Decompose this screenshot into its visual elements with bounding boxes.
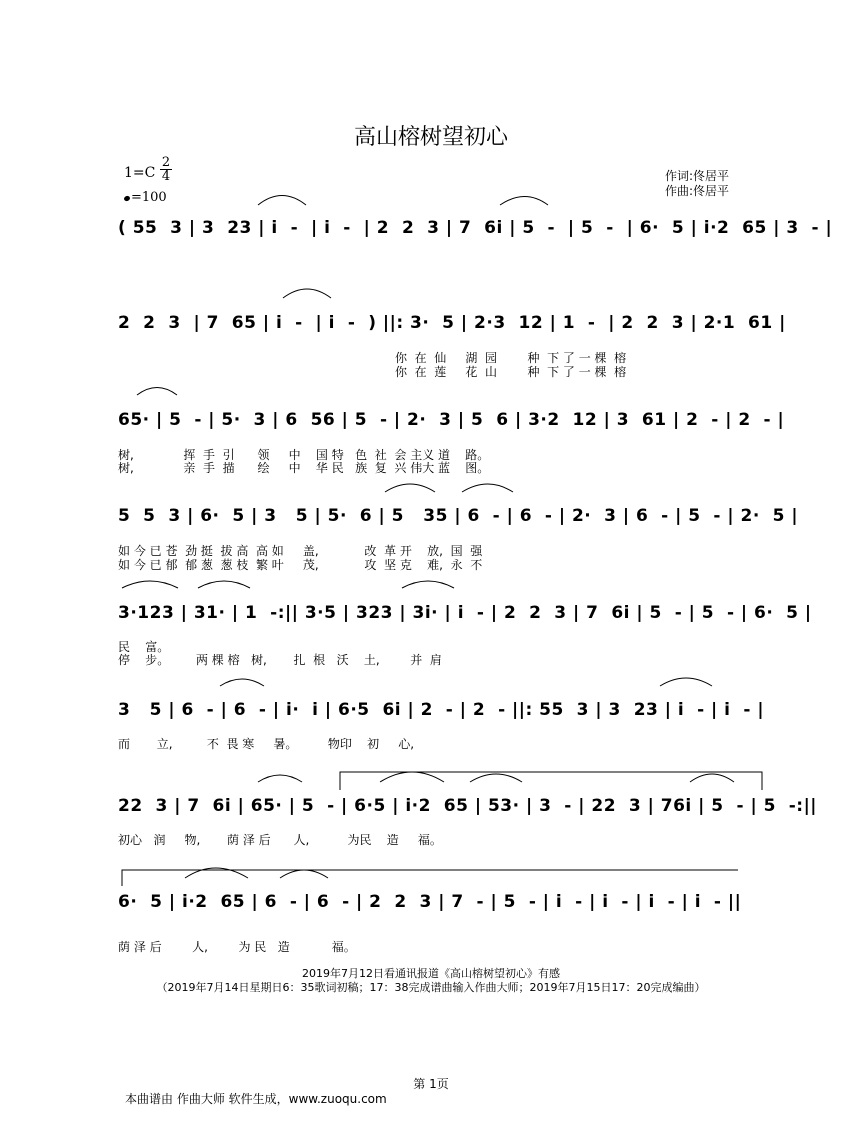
lyric-verse-1: 而 立, 不 畏 寒 暑。 物印 初 心, bbox=[118, 737, 415, 751]
notation: 3·123 | 31· | 1 -:|| 3·5 | 323 | 3i· | i - | 2 2 3 | 7 6i | 5 - | 5 - | 6· 5 | bbox=[118, 603, 812, 623]
tie bbox=[198, 581, 250, 588]
song-title: 高山榕树望初心 bbox=[353, 125, 508, 150]
lyric-verse-1: 你 在 仙 湖 园 种 下 了 一 棵 榕 bbox=[395, 351, 627, 365]
tie bbox=[280, 870, 328, 878]
notation: 2 2 3 | 7 65 | i - | i - ) ||: 3· 5 | 2·3 12 | 1 - | 2 2 3 | 2·1 61 | bbox=[118, 313, 786, 333]
notation: 6· 5 | i·2 65 | 6 - | 6 - | 2 2 3 | 7 - | 5 - | i - | i - | i - | i - || bbox=[118, 892, 742, 912]
software-credit: 本曲谱由 作曲大师 软件生成，www.zuoqu.com bbox=[125, 1092, 387, 1106]
composer-credit: 作曲:佟居平 bbox=[665, 184, 730, 198]
footer-note: 2019年7月12日看通讯报道《高山榕树望初心》有感 bbox=[302, 967, 560, 980]
lyric-verse-1: 如 今 已 苍 劲 挺 拔 高 高 如 盖, 改 革 开 放, 国 强 bbox=[118, 544, 483, 558]
notation: 3 5 | 6 - | 6 - | i· i | 6·5 6i | 2 - | 2 - ||: 55 3 | 3 23 | i - | i - | bbox=[118, 700, 765, 720]
notation: ( 55 3 | 3 23 | i - | i - | 2 2 3 | 7 6i | 5 - | 5 - | 6· 5 | i·2 65 | 3 - | bbox=[118, 218, 833, 238]
tie bbox=[470, 774, 522, 782]
tie bbox=[258, 196, 306, 206]
tempo-value: =100 bbox=[131, 190, 167, 205]
lyric-verse-1: 树, 挥 手 引 领 中 国 特 色 社 会 主义 道 路。 bbox=[118, 448, 490, 462]
lyric-verse-1: 荫 泽 后 人, 为 民 造 福。 bbox=[118, 940, 356, 954]
tie bbox=[122, 581, 178, 588]
tie bbox=[690, 774, 734, 782]
tie bbox=[283, 289, 331, 298]
tie bbox=[402, 581, 454, 588]
tie bbox=[660, 678, 712, 686]
key-signature: 1=C bbox=[124, 165, 156, 181]
notation: 22 3 | 7 6i | 65· | 5 - | 6·5 | i·2 65 | 53· | 3 - | 22 3 | 76i | 5 - | 5 -:|| bbox=[118, 796, 818, 816]
tie bbox=[137, 388, 177, 396]
lyric-verse-2: 如 今 已 郁 郁 葱 葱 枝 繁 叶 茂, 攻 坚 克 难, 永 不 bbox=[118, 558, 483, 572]
lyric-verse-2: 你 在 莲 花 山 种 下 了 一 棵 榕 bbox=[395, 365, 627, 379]
footer-history: （2019年7月14日星期日6：35歌词初稿；17：38完成谱曲输入作曲大师；2019年7月15日17：20完成编曲） bbox=[156, 981, 706, 994]
lyric-verse-1: 民 富。 bbox=[118, 640, 170, 654]
volta-2 bbox=[122, 870, 738, 886]
meter-bottom: 4 bbox=[161, 169, 171, 184]
meter-top: 2 bbox=[161, 155, 171, 170]
tie bbox=[220, 679, 264, 686]
tie bbox=[462, 484, 513, 492]
notation: 5 5 3 | 6· 5 | 3 5 | 5· 6 | 5 35 | 6 - | 6 - | 2· 3 | 6 - | 5 - | 2· 5 | bbox=[118, 506, 799, 526]
lyric-verse-1: 初心 润 物, 荫 泽 后 人, 为民 造 福。 bbox=[118, 833, 442, 847]
tie bbox=[385, 484, 435, 492]
tie bbox=[258, 775, 302, 782]
tie bbox=[500, 197, 548, 206]
lyricist-credit: 作词:佟居平 bbox=[665, 169, 730, 183]
volta-1 bbox=[340, 772, 762, 790]
notation: 65· | 5 - | 5· 3 | 6 56 | 5 - | 2· 3 | 5 6 | 3·2 12 | 3 61 | 2 - | 2 - | bbox=[118, 410, 785, 430]
lyric-verse-2: 停 步。 两 棵 榕 树, 扎 根 沃 土, 并 肩 bbox=[118, 653, 442, 667]
tie bbox=[380, 772, 444, 782]
page-number: 第 1页 bbox=[413, 1077, 449, 1091]
lyric-verse-2: 树, 亲 手 描 绘 中 华 民 族 复 兴 伟大 蓝 图。 bbox=[118, 461, 490, 475]
